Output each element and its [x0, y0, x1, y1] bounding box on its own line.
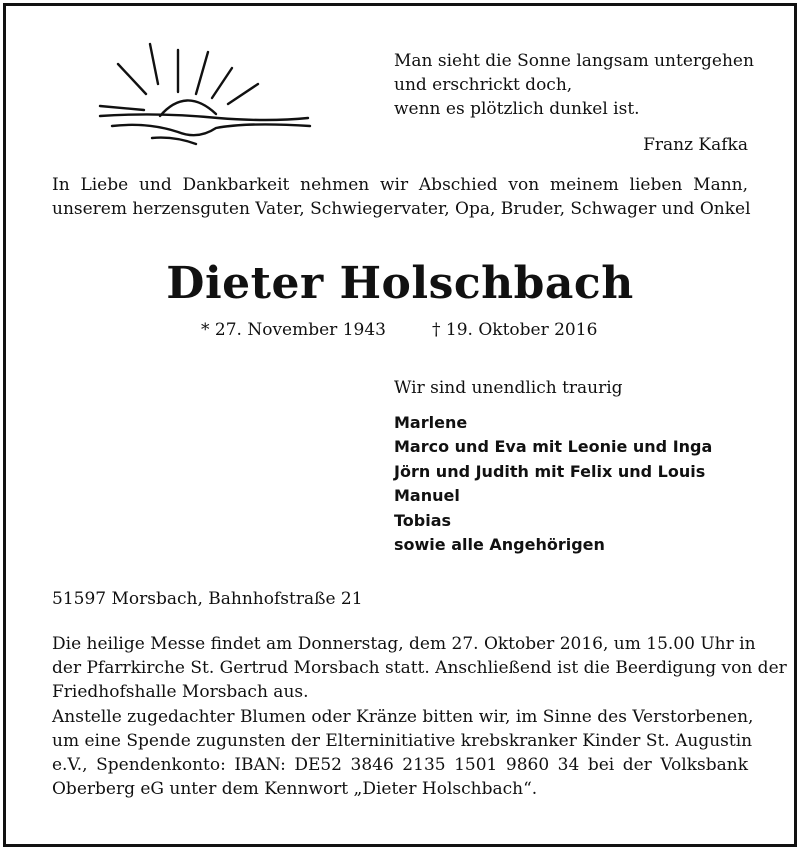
mourner: Marco und Eva mit Leonie und Inga — [394, 437, 713, 457]
quote-line: Man sieht die Sonne langsam untergehen — [394, 51, 754, 71]
announcement-line: um eine Spende zugunsten der Elterninitiative krebskranker Kinder St. Augustin — [52, 730, 753, 751]
mourner: Marlene — [394, 413, 468, 432]
mourners-list — [394, 411, 712, 557]
intro-line: In Liebe und Dankbarkeit nehmen wir Abschied von meinem lieben Mann, — [52, 175, 748, 195]
mourner: Jörn und Judith mit Felix und Louis — [394, 461, 706, 481]
deceased-name: Dieter Holschbach — [166, 258, 634, 309]
announcement-text — [52, 632, 787, 801]
address: 51597 Morsbach, Bahnhofstraße 21 — [52, 589, 363, 609]
quote — [394, 49, 754, 121]
quote-author: Franz Kafka — [643, 135, 748, 155]
intro-line: unserem herzensguten Vater, Schwiegervater, Opa, Bruder, Schwager und Onkel — [52, 199, 751, 219]
mourner: sowie alle Angehörigen — [394, 535, 605, 555]
intro-text — [52, 173, 751, 221]
mourner: Manuel — [394, 486, 460, 506]
sorrow-line: Wir sind unendlich traurig — [394, 378, 623, 398]
announcement-line: Die heilige Messe findet am Donnerstag, dem 27. Oktober 2016, um 15.00 Uhr in — [52, 634, 756, 654]
announcement-line: Anstelle zugedachter Blumen oder Kränze bitten wir, im Sinne des Verstorbenen, — [52, 706, 754, 727]
mourner: Tobias — [394, 510, 452, 530]
announcement-line: e.V., Spendenkonto: IBAN: DE52 3846 2135 1501 9860 34 bei der Volksbank — [52, 755, 748, 776]
birth-date: * 27. November 1943 — [201, 320, 386, 340]
announcement-line: Friedhofshalle Morsbach aus. — [52, 682, 309, 703]
sunset-icon — [98, 42, 318, 150]
announcement-line: der Pfarrkirche St. Gertrud Morsbach statt. Anschließend ist die Beerdigung von der — [52, 658, 787, 679]
quote-line: und erschrickt doch, — [394, 75, 573, 95]
announcement-line: Oberberg eG unter dem Kennwort „Dieter Holschbach“. — [52, 779, 538, 800]
quote-line: wenn es plötzlich dunkel ist. — [394, 99, 640, 119]
death-date: † 19. Oktober 2016 — [432, 320, 598, 340]
